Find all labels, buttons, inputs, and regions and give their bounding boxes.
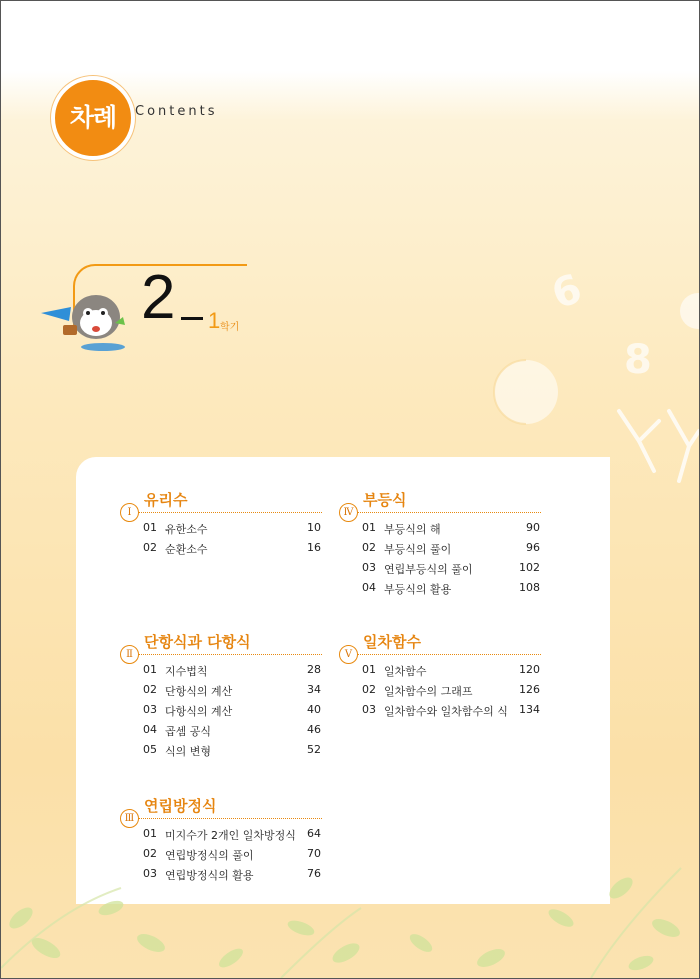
item-title: 연립방정식의 활용 xyxy=(165,869,254,882)
section-numeral: Ⅳ xyxy=(339,503,358,522)
item-title: 부등식의 풀이 xyxy=(384,543,452,556)
item-page: 10 xyxy=(307,521,321,534)
section-numeral: Ⅰ xyxy=(120,503,139,522)
item-page: 52 xyxy=(307,743,321,756)
leaf-decoration-icon xyxy=(1,848,700,978)
item-title: 미지수가 2개인 일차방정식 xyxy=(165,829,296,842)
section-divider xyxy=(138,654,322,655)
contents-badge: 차례 xyxy=(51,76,135,160)
section-title: 유리수 xyxy=(144,491,188,509)
item-number: 01 xyxy=(362,521,376,534)
section-divider xyxy=(138,818,322,819)
section-title: 단항식과 다항식 xyxy=(144,633,251,651)
item-title: 단항식의 계산 xyxy=(165,685,233,698)
toc-item[interactable] xyxy=(143,681,323,701)
section-numeral: Ⅴ xyxy=(339,645,358,664)
item-title: 순환소수 xyxy=(165,543,208,556)
item-number: 02 xyxy=(362,683,376,696)
item-number: 02 xyxy=(362,541,376,554)
decor-branch-icon xyxy=(609,401,700,491)
item-title: 일차함수의 그래프 xyxy=(384,685,473,698)
item-page: 34 xyxy=(307,683,321,696)
semester-grade: 2 xyxy=(141,263,176,332)
toc-item[interactable] xyxy=(362,681,542,701)
item-page: 64 xyxy=(307,827,321,840)
item-page: 76 xyxy=(307,867,321,880)
item-number: 03 xyxy=(143,867,157,880)
item-number: 01 xyxy=(143,827,157,840)
contents-panel xyxy=(76,457,610,904)
item-number: 01 xyxy=(362,663,376,676)
item-title: 부등식의 해 xyxy=(384,523,441,536)
item-page: 96 xyxy=(526,541,540,554)
toc-item[interactable] xyxy=(143,825,323,845)
item-title: 유한소수 xyxy=(165,523,208,536)
toc-item[interactable] xyxy=(362,519,542,539)
semester-dash xyxy=(181,317,203,320)
toc-item[interactable] xyxy=(362,661,542,681)
item-title: 식의 변형 xyxy=(165,745,212,758)
item-number: 01 xyxy=(143,663,157,676)
item-page: 90 xyxy=(526,521,540,534)
semester-term-suffix: 학기 xyxy=(220,322,240,333)
section-divider xyxy=(357,654,541,655)
mascot-cat-icon xyxy=(41,283,131,353)
item-title: 연립부등식의 풀이 xyxy=(384,563,473,576)
item-page: 126 xyxy=(519,683,540,696)
decor-digit-8: 8 xyxy=(624,337,652,383)
item-number: 04 xyxy=(362,581,376,594)
section-numeral: Ⅱ xyxy=(120,645,139,664)
item-page: 40 xyxy=(307,703,321,716)
toc-item[interactable] xyxy=(362,579,542,599)
item-page: 46 xyxy=(307,723,321,736)
contents-subtitle: Contents xyxy=(135,104,218,119)
item-title: 곱셈 공식 xyxy=(165,725,212,738)
toc-item[interactable] xyxy=(143,661,323,681)
item-page: 28 xyxy=(307,663,321,676)
section-title: 연립방정식 xyxy=(144,797,217,815)
item-number: 01 xyxy=(143,521,157,534)
item-number: 05 xyxy=(143,743,157,756)
section-divider xyxy=(357,512,541,513)
item-title: 연립방정식의 풀이 xyxy=(165,849,254,862)
toc-item[interactable] xyxy=(143,741,323,761)
item-number: 03 xyxy=(362,703,376,716)
toc-item[interactable] xyxy=(143,539,323,559)
toc-item[interactable] xyxy=(362,539,542,559)
item-title: 일차함수와 일차함수의 식 xyxy=(384,705,508,718)
item-number: 02 xyxy=(143,541,157,554)
toc-item[interactable] xyxy=(143,721,323,741)
item-page: 134 xyxy=(519,703,540,716)
section-divider xyxy=(138,512,322,513)
section-title: 부등식 xyxy=(363,491,407,509)
item-page: 108 xyxy=(519,581,540,594)
toc-item[interactable] xyxy=(362,701,542,721)
semester-term: 1 xyxy=(208,308,221,333)
item-number: 02 xyxy=(143,683,157,696)
decor-shape-icon xyxy=(676,291,700,331)
section-title: 일차함수 xyxy=(363,633,421,651)
item-title: 일차함수 xyxy=(384,665,427,678)
item-page: 102 xyxy=(519,561,540,574)
item-title: 부등식의 활용 xyxy=(384,583,452,596)
item-number: 03 xyxy=(143,703,157,716)
item-page: 16 xyxy=(307,541,321,554)
item-page: 70 xyxy=(307,847,321,860)
decor-circle-icon xyxy=(491,357,561,427)
toc-item[interactable] xyxy=(143,701,323,721)
item-number: 04 xyxy=(143,723,157,736)
item-number: 02 xyxy=(143,847,157,860)
item-page: 120 xyxy=(519,663,540,676)
toc-item[interactable] xyxy=(362,559,542,579)
item-title: 다항식의 계산 xyxy=(165,705,233,718)
item-number: 03 xyxy=(362,561,376,574)
section-numeral: Ⅲ xyxy=(120,809,139,828)
item-title: 지수법칙 xyxy=(165,665,208,678)
toc-item[interactable] xyxy=(143,519,323,539)
decor-digit-6: 6 xyxy=(545,265,588,319)
